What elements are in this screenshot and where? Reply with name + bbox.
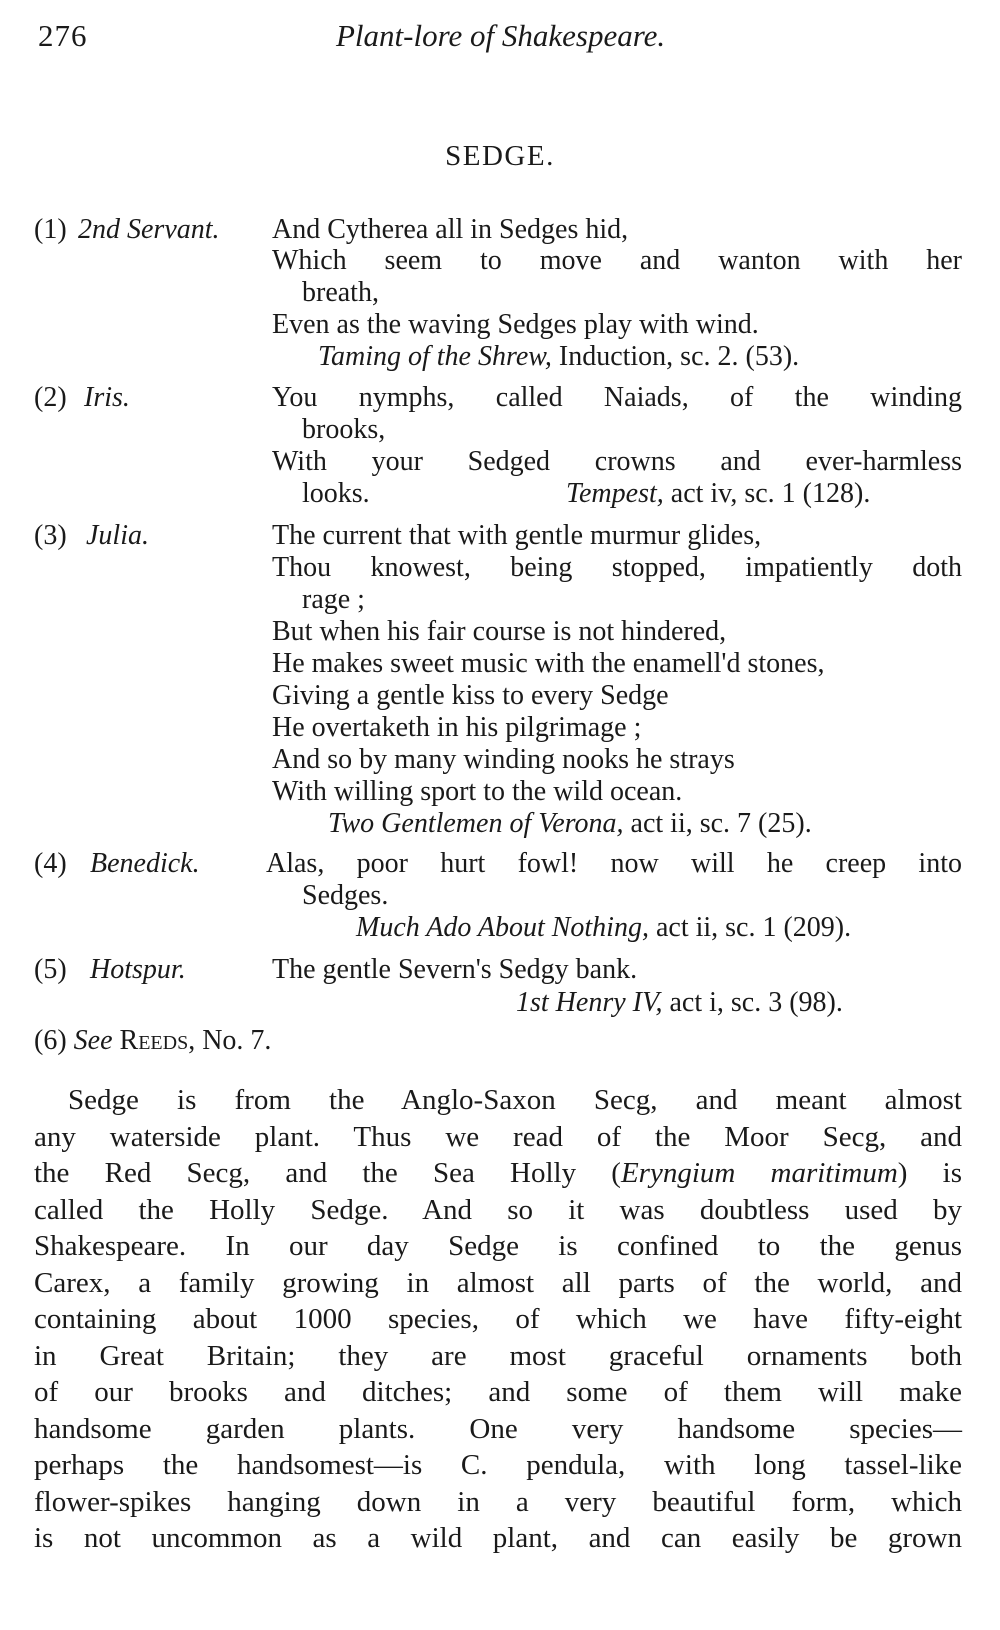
verse-line: He makes sweet music with the enamell'd stones,: [272, 648, 825, 679]
verse-line: The current that with gentle murmur glides,: [272, 520, 762, 551]
paragraph-line: of our brooks and ditches; and some of them will make: [34, 1376, 962, 1408]
paragraph-line: the Red Secg, and the Sea Holly (Eryngium maritimum) is: [34, 1157, 962, 1189]
paragraph-line: any waterside plant. Thus we read of the Moor Secg, and: [34, 1120, 962, 1153]
verse-line: breath,: [302, 277, 379, 308]
verse-line: You nymphs, called Naiads, of the winding: [272, 382, 962, 413]
paragraph-line: Sedge is from the Anglo-Saxon Secg, and meant almost: [68, 1084, 962, 1116]
paragraph-line: containing about 1000 species, of which we have fifty-eight: [34, 1303, 962, 1335]
verse-line: Which seem to move and wanton with her: [272, 245, 962, 276]
paragraph-line: called the Holly Sedge. And so it was doubtless used by: [34, 1193, 962, 1226]
section-title: SEDGE.: [445, 140, 555, 172]
paragraph-line: handsome garden plants. One very handsome species—: [34, 1412, 962, 1445]
verse-line: Thou knowest, being stopped, impatiently doth: [272, 552, 962, 583]
source-citation: Two Gentlemen of Verona, act ii, sc. 7 (25).: [328, 808, 812, 839]
verse-line: brooks,: [302, 414, 386, 445]
verse-line: Giving a gentle kiss to every Sedge: [272, 680, 669, 711]
verse-line: Even as the waving Sedges play with wind.: [272, 309, 759, 340]
quotation-number: (3): [34, 520, 67, 551]
source-citation: 1st Henry IV, act i, sc. 3 (98).: [516, 987, 843, 1018]
verse-line: He overtaketh in his pilgrimage ;: [272, 712, 642, 743]
quotation-number: (5): [34, 954, 67, 985]
verse-line: Sedges.: [302, 880, 389, 911]
paragraph-line: perhaps the handsomest—is C. pendula, with long tassel-like: [34, 1449, 962, 1481]
paragraph-line: flower-spikes hanging down in a very beautiful form, which: [34, 1485, 962, 1518]
verse-line: With willing sport to the wild ocean.: [272, 776, 683, 807]
verse-line: And Cytherea all in Sedges hid,: [272, 214, 629, 245]
speaker-name: Hotspur.: [90, 954, 186, 985]
speaker-name: 2nd Servant.: [78, 214, 220, 245]
verse-line: rage ;: [302, 584, 365, 615]
paragraph-line: Shakespeare. In our day Sedge is confined to the genus: [34, 1230, 962, 1262]
speaker-name: Iris.: [84, 382, 130, 413]
page-number: 276: [38, 18, 88, 53]
cross-reference: (6) See Reeds, No. 7.: [34, 1025, 272, 1056]
verse-line: But when his fair course is not hindered,: [272, 616, 727, 647]
speaker-name: Benedick.: [90, 848, 200, 879]
running-head: Plant-lore of Shakespeare.: [336, 18, 666, 53]
quotation-number: (4): [34, 848, 67, 879]
paragraph-line: is not uncommon as a wild plant, and can easily be grown: [34, 1522, 962, 1554]
verse-line: And so by many winding nooks he strays: [272, 744, 735, 775]
speaker-name: Julia.: [86, 520, 149, 551]
body-paragraph: [34, 1082, 962, 1557]
verse-line: With your Sedged crowns and ever-harmless: [272, 446, 962, 477]
quotation-number: (2): [34, 382, 67, 413]
verse-line: The gentle Severn's Sedgy bank.: [272, 954, 638, 985]
quotation-number: (1): [34, 214, 67, 245]
source-citation: Tempest, act iv, sc. 1 (128).: [566, 478, 871, 509]
verse-line: Alas, poor hurt fowl! now will he creep into: [266, 848, 962, 879]
source-citation: Much Ado About Nothing, act ii, sc. 1 (209).: [356, 912, 852, 943]
paragraph-line: in Great Britain; they are most graceful ornaments both: [34, 1339, 962, 1372]
page-header: [38, 18, 966, 58]
source-citation: Taming of the Shrew, Induction, sc. 2. (53).: [318, 341, 800, 372]
paragraph-line: Carex, a family growing in almost all parts of the world, and: [34, 1266, 962, 1299]
verse-line: looks.: [302, 478, 370, 509]
